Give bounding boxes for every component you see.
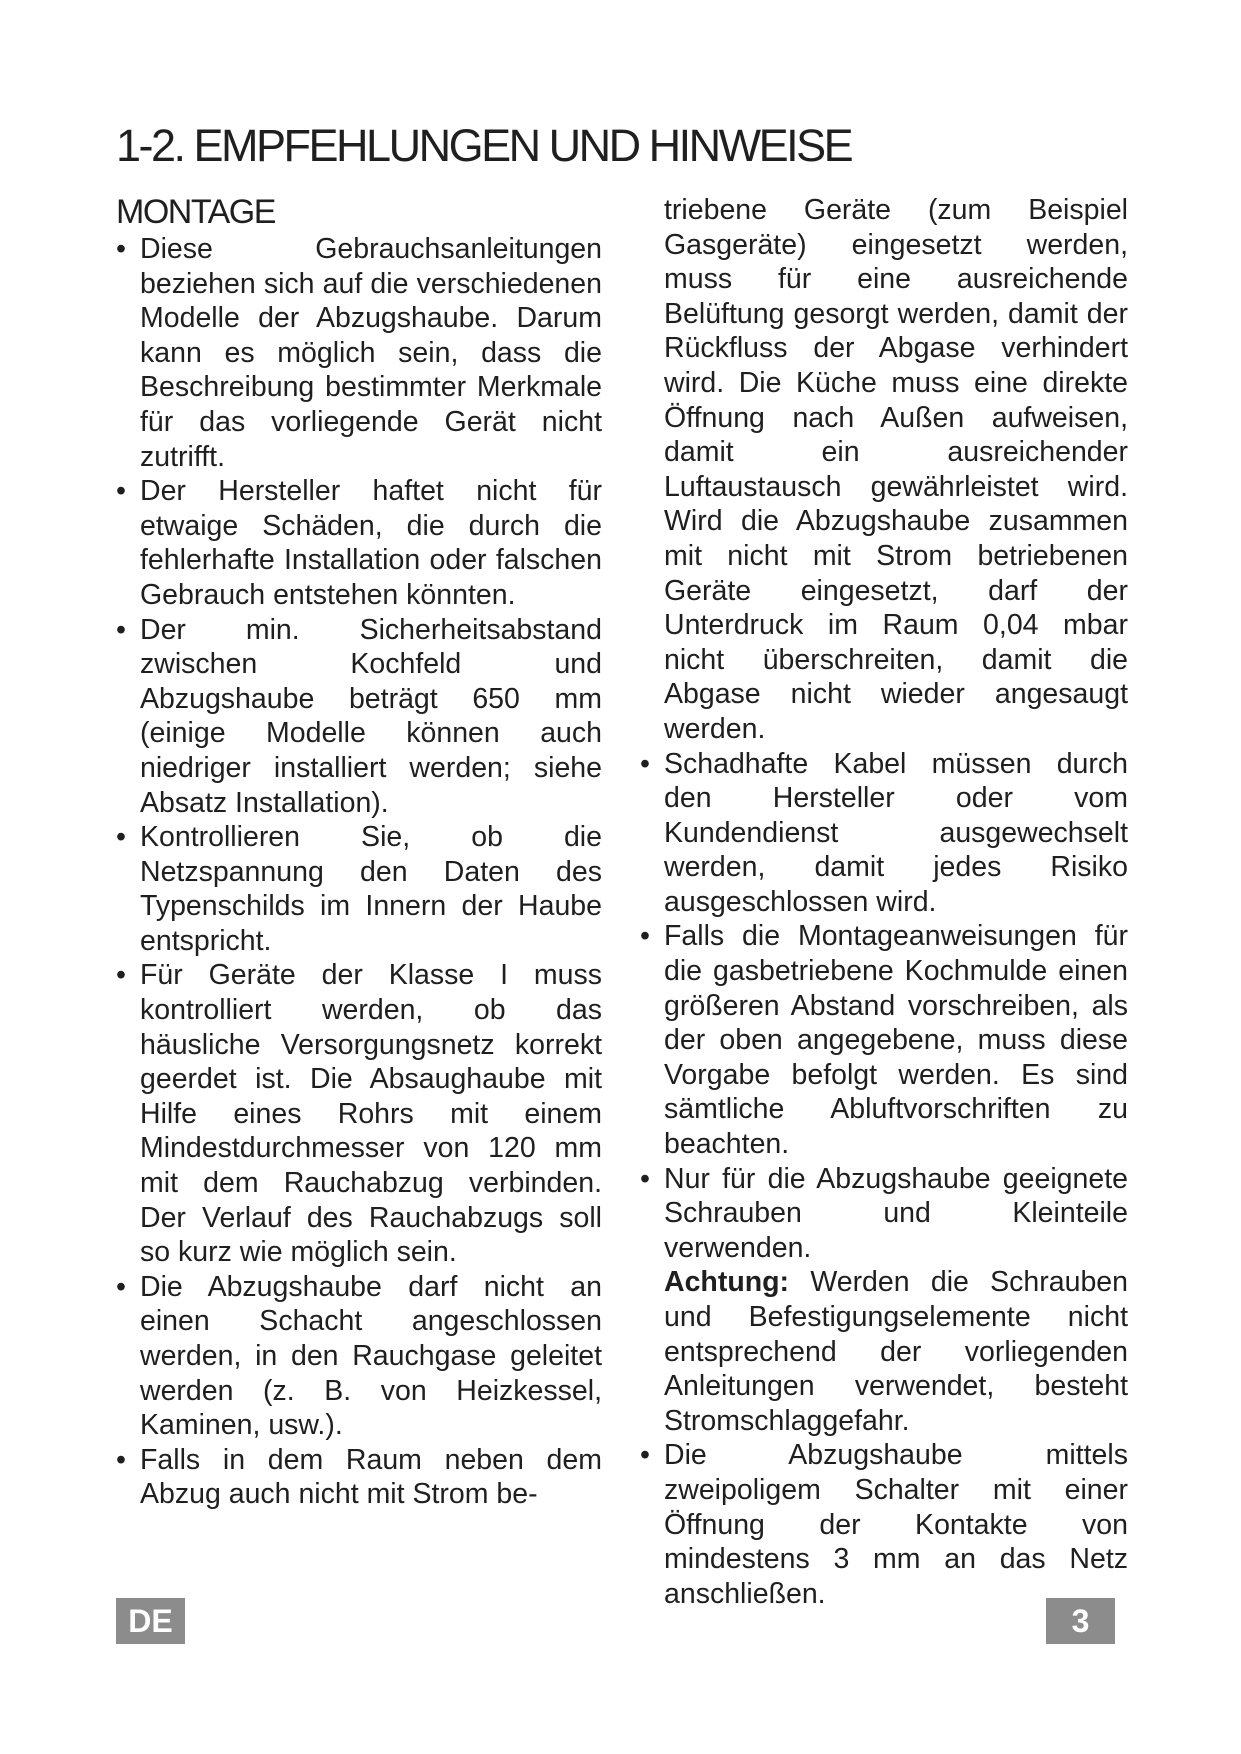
list-item: • Schadhafte Kabel müssen durch den Hersteller oder vom Kundendienst ausgewechselt werden, damit jedes Risiko ausgeschlossen wird. — [640, 747, 1128, 920]
right-list — [640, 747, 1128, 1266]
list-item: • Für Geräte der Klasse I muss kontrolliert werden, ob das häusliche Versorgungsnetz korrekt geerdet ist. Die Absaughaube mit Hilfe eines Rohrs mit einem Mindestdurchmesser von 120 mm mit dem Rauchabzug verbinden. Der Verlauf des Rauchabzugs soll so kurz wie möglich sein. — [116, 958, 602, 1269]
left-column — [116, 192, 602, 1512]
list-item: • Der Hersteller haftet nicht für etwaige Schäden, die durch die fehlerhafte Installation oder falschen Gebrauch entstehen könnten. — [116, 474, 602, 612]
right-list-end — [640, 1438, 1128, 1611]
list-item: • Kontrollieren Sie, ob die Netzspannung den Daten des Typenschilds im Innern der Haube entspricht. — [116, 820, 602, 958]
list-item: • Falls in dem Raum neben dem Abzug auch nicht mit Strom be- — [116, 1443, 602, 1512]
continued-paragraph: triebene Geräte (zum Beispiel Gasgeräte) eingesetzt werden, muss für eine ausreichende Belüftung gesorgt werden, damit der Rückfluss der Abgase verhindert wird. Die Küche muss eine direkte Öffnung nach Außen aufweisen, damit ein ausreichender Luftaustausch gewährleistet wird. Wird die Abzugshaube zusammen mit nicht mit Strom betriebenen Geräte eingesetzt, darf der Unterdruck im Raum 0,04 mbar nicht überschreiten, damit die Abgase nicht wieder angesaugt werden. — [664, 194, 1128, 745]
list-item: • Diese Gebrauchsanleitungen beziehen sich auf die verschiedenen Modelle der Abzugshaube. Darum kann es möglich sein, dass die Beschreibung bestimmter Merkmale für das vorliegende Gerät nicht zutrifft. — [116, 232, 602, 474]
left-list — [116, 232, 602, 1512]
warning-note — [640, 1265, 1128, 1438]
list-item: • Die Abzugshaube darf nicht an einen Schacht angeschlossen werden, in den Rauchgase geleitet werden (z. B. von Heizkessel, Kaminen, usw.). — [116, 1270, 602, 1443]
right-column — [640, 193, 1128, 1611]
warning-text: Werden die Schrauben und Befestigungselemente nicht entsprechend der vorliegenden Anleitungen verwendet, besteht Stromschlaggefahr. — [664, 1266, 1129, 1437]
warning-label: Achtung: — [664, 1266, 790, 1299]
section-heading: MONTAGE — [116, 193, 275, 231]
page-number-badge: 3 — [1046, 1598, 1115, 1644]
page-title: 1-2. EMPFEHLUNGEN UND HINWEISE — [116, 120, 852, 171]
list-item: • Falls die Montageanweisungen für die gasbetriebene Kochmulde einen größeren Abstand vorschreiben, als der oben angegebene, muss diese Vorgabe befolgt werden. Es sind sämtliche Abluftvorschriften zu beachten. — [640, 919, 1128, 1161]
list-item: • Die Abzugshaube mittels zweipoligem Schalter mit einer Öffnung der Kontakte von mindestens 3 mm an das Netz anschließen. — [640, 1438, 1128, 1611]
language-badge: DE — [116, 1598, 185, 1644]
list-item: • Der min. Sicherheitsabstand zwischen Kochfeld und Abzugshaube beträgt 650 mm (einige Modelle können auch niedriger installiert werden; siehe Absatz Installation). — [116, 613, 602, 821]
list-item: • Nur für die Abzugshaube geeignete Schrauben und Kleinteile verwenden. — [640, 1162, 1128, 1266]
